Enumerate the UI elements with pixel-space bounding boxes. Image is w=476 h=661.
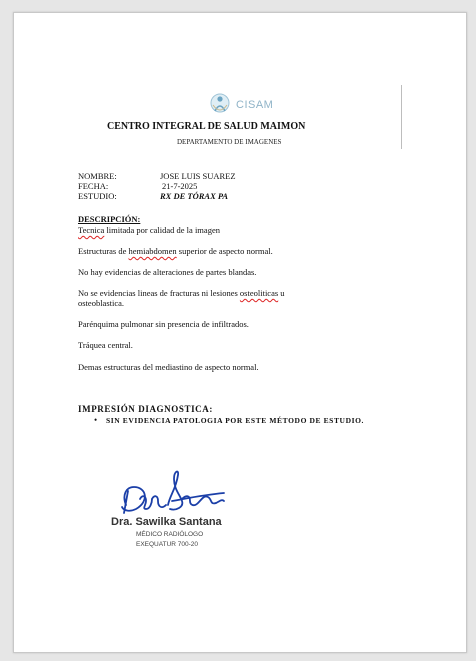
impression-item: SIN EVIDENCIA PATOLOGIA POR ESTE MÉTODO DE ESTUDIO. (106, 416, 365, 425)
description-heading: DESCRIPCIÓN: (78, 214, 141, 224)
date-value: 21-7-2025 (162, 181, 198, 191)
handwritten-signature-icon (112, 465, 232, 521)
date-label: FECHA: (78, 181, 109, 191)
description-line-7: Demas estructuras del mediastino de aspecto normal. (78, 362, 259, 372)
description-line-4b: osteoblastica. (78, 298, 125, 308)
text-span: No se evidencias lineas de fracturas ni lesiones (78, 288, 240, 298)
text-span: limitada por calidad de la imagen (104, 225, 220, 235)
name-value: JOSE LUIS SUAREZ (160, 171, 236, 181)
document-page (13, 12, 467, 653)
department-name: DEPARTAMENTO DE IMAGENES (177, 138, 282, 146)
description-line-5: Parénquima pulmonar sin presencia de infiltrados. (78, 319, 249, 329)
spellcheck-word: Tecnica (78, 225, 105, 235)
description-line-6: Tráquea central. (78, 340, 133, 350)
description-line-2 (78, 246, 273, 256)
spellcheck-word: hemiabdomen (128, 246, 177, 256)
name-label: NOMBRE: (78, 171, 117, 181)
description-line-1 (78, 225, 220, 235)
text-span: Estructuras de (78, 246, 129, 256)
bullet-icon: • (94, 415, 98, 425)
study-label: ESTUDIO: (78, 191, 117, 201)
text-span: u (278, 288, 285, 298)
description-line-3: No hay evidencias de alteraciones de partes blandas. (78, 267, 257, 277)
signer-name: Dra. Sawilka Santana (111, 516, 222, 528)
study-value: RX DE TÓRAX PA (160, 191, 229, 201)
org-name: CENTRO INTEGRAL DE SALUD MAIMON (107, 121, 306, 132)
impression-heading: IMPRESIÓN DIAGNOSTICA: (78, 404, 213, 414)
description-line-4a (78, 288, 285, 298)
signer-license: EXEQUATUR 700-20 (136, 541, 199, 548)
vertical-divider (401, 85, 402, 149)
signer-role: MÉDICO RADIÓLOGO (136, 531, 204, 538)
text-span: superior de aspecto normal. (176, 246, 273, 256)
logo-text: CISAM (236, 99, 274, 111)
spellcheck-word: osteoliticas (239, 288, 279, 298)
